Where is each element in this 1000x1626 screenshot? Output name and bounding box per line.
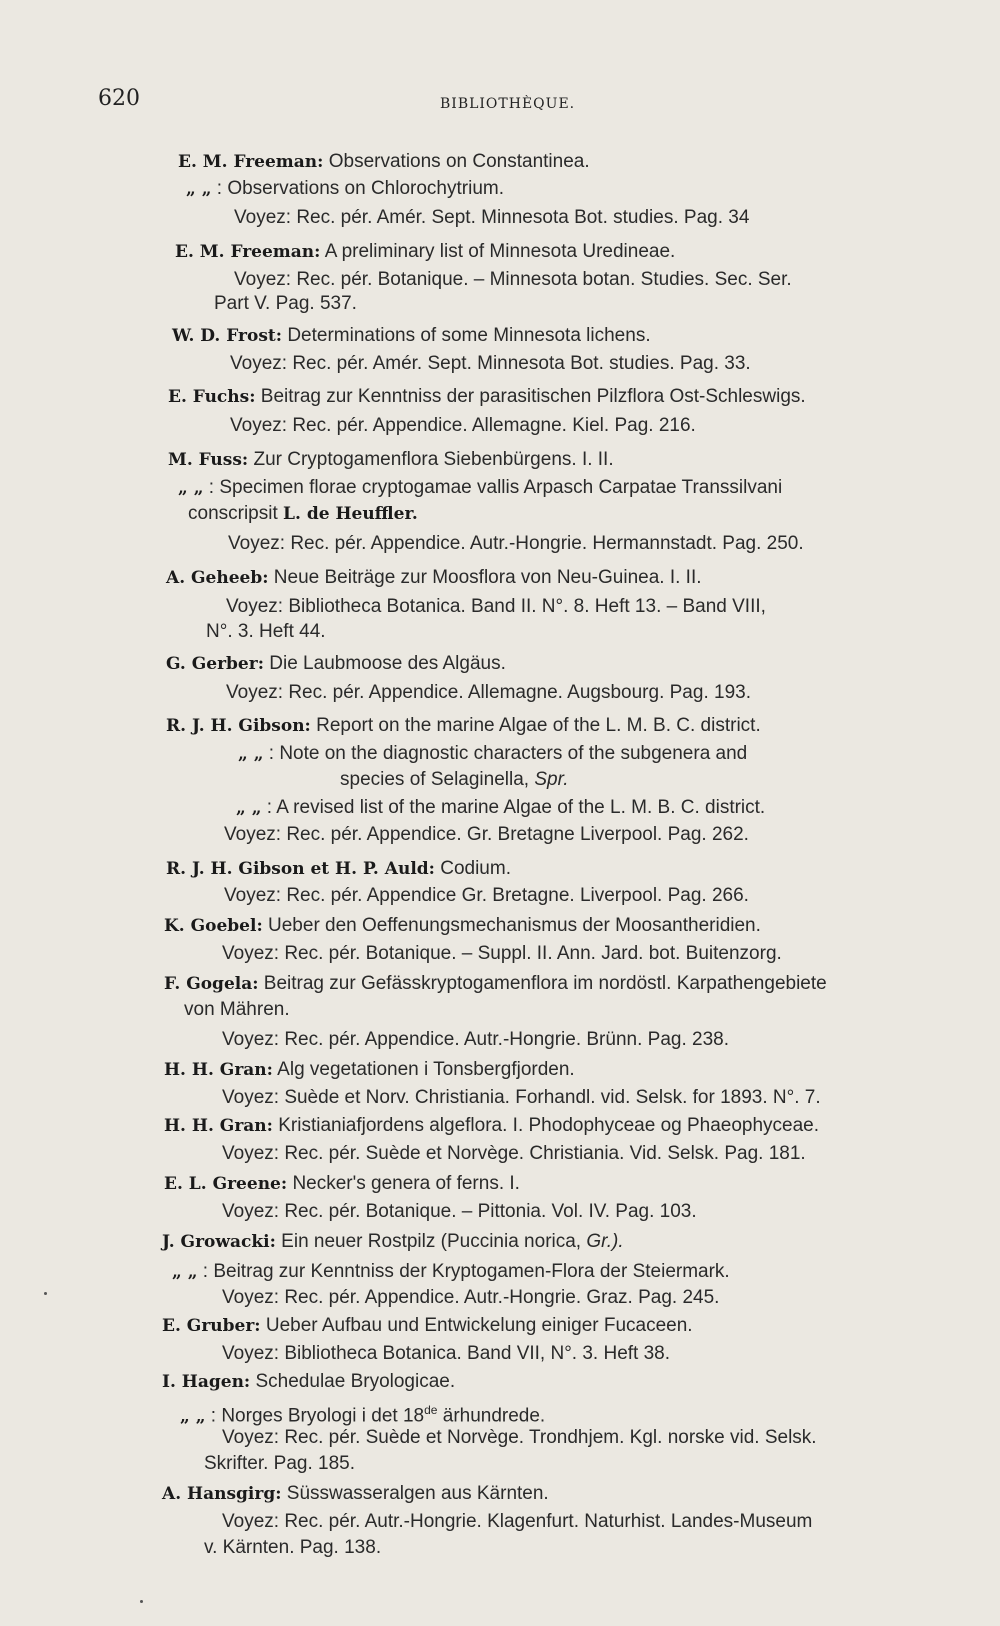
author-name: „ „ (238, 744, 264, 764)
entry-line (164, 914, 761, 938)
author-name: E. L. Greene: (164, 1174, 288, 1194)
entry-line (186, 177, 504, 201)
author-name: „ „ (180, 1406, 206, 1427)
reference-line (222, 1142, 806, 1166)
line-text: Report on the marine Algae of the L. M. B. C. district. (316, 715, 761, 736)
line-text: Voyez: Bibliotheca Botanica. Band II. N°. 8. Heft 13. – Band VIII, (226, 596, 766, 617)
author-name: K. Goebel: (164, 916, 263, 936)
reference-line (230, 352, 751, 376)
line-text: Süsswasseralgen aus Kärnten. (286, 1483, 549, 1504)
line-text: : A revised list of the marine Algae of the L. M. B. C. district. (266, 797, 766, 818)
line-text: Voyez: Rec. pér. Appendice. Allemagne. Augsbourg. Pag. 193. (226, 682, 751, 703)
line-text: Zur Cryptogamenflora Siebenbürgens. I. II. (253, 449, 614, 470)
reference-line (222, 942, 782, 966)
line-text: Voyez: Rec. pér. Amér. Sept. Minnesota Bot. studies. Pag. 34 (234, 207, 750, 228)
entry-line (178, 476, 782, 500)
reference-line (188, 502, 418, 526)
reference-line (222, 1028, 729, 1052)
entry-line (172, 324, 651, 348)
author-name: H. H. Gran: (164, 1116, 273, 1136)
page-number: 620 (98, 86, 140, 111)
line-text: Voyez: Rec. pér. Appendice. Autr.-Hongrie. Brünn. Pag. 238. (222, 1029, 729, 1050)
line-text: Voyez: Rec. pér. Suède et Norvège. Trondhjem. Kgl. norske vid. Selsk. (222, 1427, 817, 1448)
line-text: Skrifter. Pag. 185. (204, 1453, 356, 1474)
line-text: Voyez: Rec. pér. Botanique. – Suppl. II. Ann. Jard. bot. Buitenzorg. (222, 943, 782, 964)
print-speck (140, 1600, 143, 1603)
line-text: ärhundrede. (437, 1405, 546, 1427)
line-text: v. Kärnten. Pag. 138. (204, 1537, 382, 1558)
reference-line (222, 1200, 697, 1224)
line-text: Part V. Pag. 537. (214, 293, 357, 314)
reference-line (226, 595, 766, 619)
superscript: de (424, 1403, 438, 1417)
line-text: Voyez: Rec. pér. Appendice. Gr. Bretagne Liverpool. Pag. 262. (224, 824, 749, 845)
entry-line (166, 566, 702, 590)
reference-line (234, 206, 749, 230)
entry-line (238, 742, 747, 766)
reference-line (214, 292, 357, 316)
author-name: „ „ (186, 179, 212, 199)
line-text: : Note on the diagnostic characters of the subgenera and (268, 743, 748, 764)
reference-line (204, 1452, 355, 1476)
reference-line (222, 1286, 719, 1310)
line-text: Voyez: Bibliotheca Botanica. Band VII, N°. 3. Heft 38. (222, 1343, 671, 1364)
line-text: Voyez: Rec. pér. Suède et Norvège. Christiania. Vid. Selsk. Pag. 181. (222, 1143, 806, 1164)
reference-line (226, 681, 751, 705)
line-text: N°. 3. Heft 44. (206, 621, 326, 642)
entry-line (166, 714, 761, 738)
entry-line (164, 1114, 819, 1138)
line-text: Schedulae Bryologicae. (255, 1371, 456, 1392)
line-text: Ueber den Oeffenungsmechanismus der Moosantheridien. (268, 915, 761, 936)
author-name: E. Fuchs: (168, 387, 256, 407)
reference-line (204, 1536, 381, 1560)
author-name: A. Geheeb: (166, 568, 269, 588)
author-name: G. Gerber: (166, 654, 264, 674)
author-name: R. J. H. Gibson et H. P. Auld: (166, 859, 435, 879)
entry-line (175, 240, 675, 264)
line-text: Voyez: Rec. pér. Botanique. – Pittonia. Vol. IV. Pag. 103. (222, 1201, 697, 1222)
line-text: Beitrag zur Gefässkryptogamenflora im nordöstl. Karpathengebiete (263, 973, 827, 994)
author-name: F. Gogela: (164, 974, 259, 994)
reference-line (222, 1426, 817, 1450)
line-text: Beitrag zur Kenntniss der parasitischen Pilzflora Ost-Schleswigs. (260, 386, 806, 407)
author-name: A. Hansgirg: (162, 1484, 282, 1504)
entry-line (164, 972, 827, 996)
entry-line (166, 857, 511, 881)
line-text: Voyez: Rec. pér. Botanique. – Minnesota botan. Studies. Sec. Ser. (234, 269, 792, 290)
italic-text: Spr. (534, 769, 569, 790)
entry-line (162, 1314, 693, 1338)
running-head: BIBLIOTHÈQUE. (440, 96, 576, 112)
line-text: : Beitrag zur Kenntniss der Kryptogamen-Flora der Steiermark. (202, 1261, 730, 1282)
line-text: Kristianiafjordens algeflora. I. Phodophyceae og Phaeophyceae. (278, 1115, 820, 1136)
line-text: Die Laubmoose des Algäus. (269, 653, 506, 674)
author-name: M. Fuss: (168, 450, 249, 470)
author-name: E. Gruber: (162, 1316, 261, 1336)
line-text: : Specimen florae cryptogamae vallis Arpasch Carpatae Transsilvani (208, 477, 783, 498)
line-text: : Norges Bryologi i det 18 (210, 1405, 425, 1427)
entry-line (178, 150, 590, 174)
author-name: H. H. Gran: (164, 1060, 273, 1080)
line-text: conscripsit (188, 503, 278, 524)
entry-line (236, 796, 765, 820)
author-name: J. Growacki: (162, 1232, 276, 1252)
print-speck (44, 1292, 47, 1295)
line-text: Voyez: Rec. pér. Amér. Sept. Minnesota Bot. studies. Pag. 33. (230, 353, 751, 374)
entry-line (172, 1260, 730, 1284)
entry-line (162, 1370, 455, 1394)
line-text: Voyez: Suède et Norv. Christiania. Forhandl. vid. Selsk. for 1893. N°. 7. (222, 1087, 821, 1108)
reference-line (224, 823, 749, 847)
italic-text: Gr.). (586, 1231, 624, 1252)
entry-line (168, 385, 806, 409)
line-text: Determinations of some Minnesota lichens. (287, 325, 651, 346)
author-name: W. D. Frost: (172, 326, 283, 346)
line-text: Voyez: Rec. pér. Appendice. Autr.-Hongrie. Graz. Pag. 245. (222, 1287, 720, 1308)
author-name: L. de Heuffler. (283, 504, 418, 524)
entry-line (162, 1482, 549, 1506)
line-text: species of Selaginella, (340, 769, 530, 790)
line-text: Codium. (440, 858, 511, 879)
entry-line (180, 1398, 545, 1428)
entry-line (162, 1230, 624, 1254)
author-name: E. M. Freeman: (175, 242, 321, 262)
author-name: R. J. H. Gibson: (166, 716, 311, 736)
reference-line (234, 268, 792, 292)
reference-line (222, 1510, 812, 1534)
reference-line (340, 768, 569, 792)
entry-line (168, 448, 614, 472)
reference-line (230, 414, 696, 438)
line-text: Voyez: Rec. pér. Appendice. Autr.-Hongrie. Hermannstadt. Pag. 250. (228, 533, 804, 554)
entry-line (164, 1058, 575, 1082)
reference-line (224, 884, 749, 908)
line-text: Voyez: Rec. pér. Autr.-Hongrie. Klagenfurt. Naturhist. Landes-Museum (222, 1511, 813, 1532)
line-text: Voyez: Rec. pér. Appendice Gr. Bretagne. Liverpool. Pag. 266. (224, 885, 749, 906)
author-name: I. Hagen: (162, 1372, 251, 1392)
entry-line (166, 652, 506, 676)
reference-line (184, 998, 290, 1022)
author-name: „ „ (236, 798, 262, 818)
line-text: Voyez: Rec. pér. Appendice. Allemagne. Kiel. Pag. 216. (230, 415, 696, 436)
author-name: E. M. Freeman: (178, 152, 324, 172)
line-text: Neue Beiträge zur Moosflora von Neu-Guinea. I. II. (273, 567, 702, 588)
line-text: : Observations on Chlorochytrium. (216, 178, 504, 199)
line-text: Alg vegetationen i Tonsbergfjorden. (277, 1059, 575, 1080)
line-text: A preliminary list of Minnesota Uredineae. (324, 241, 676, 262)
author-name: „ „ (172, 1262, 198, 1282)
line-text: Necker's genera of ferns. I. (292, 1173, 520, 1194)
entry-line (164, 1172, 520, 1196)
reference-line (222, 1086, 821, 1110)
reference-line (222, 1342, 670, 1366)
author-name: „ „ (178, 478, 204, 498)
line-text: Observations on Constantinea. (328, 151, 590, 172)
line-text: Ueber Aufbau und Entwickelung einiger Fucaceen. (265, 1315, 693, 1336)
line-text: Ein neuer Rostpilz (Puccinia norica, (281, 1231, 582, 1252)
line-text: von Mähren. (184, 999, 290, 1020)
reference-line (206, 620, 326, 644)
reference-line (228, 532, 804, 556)
